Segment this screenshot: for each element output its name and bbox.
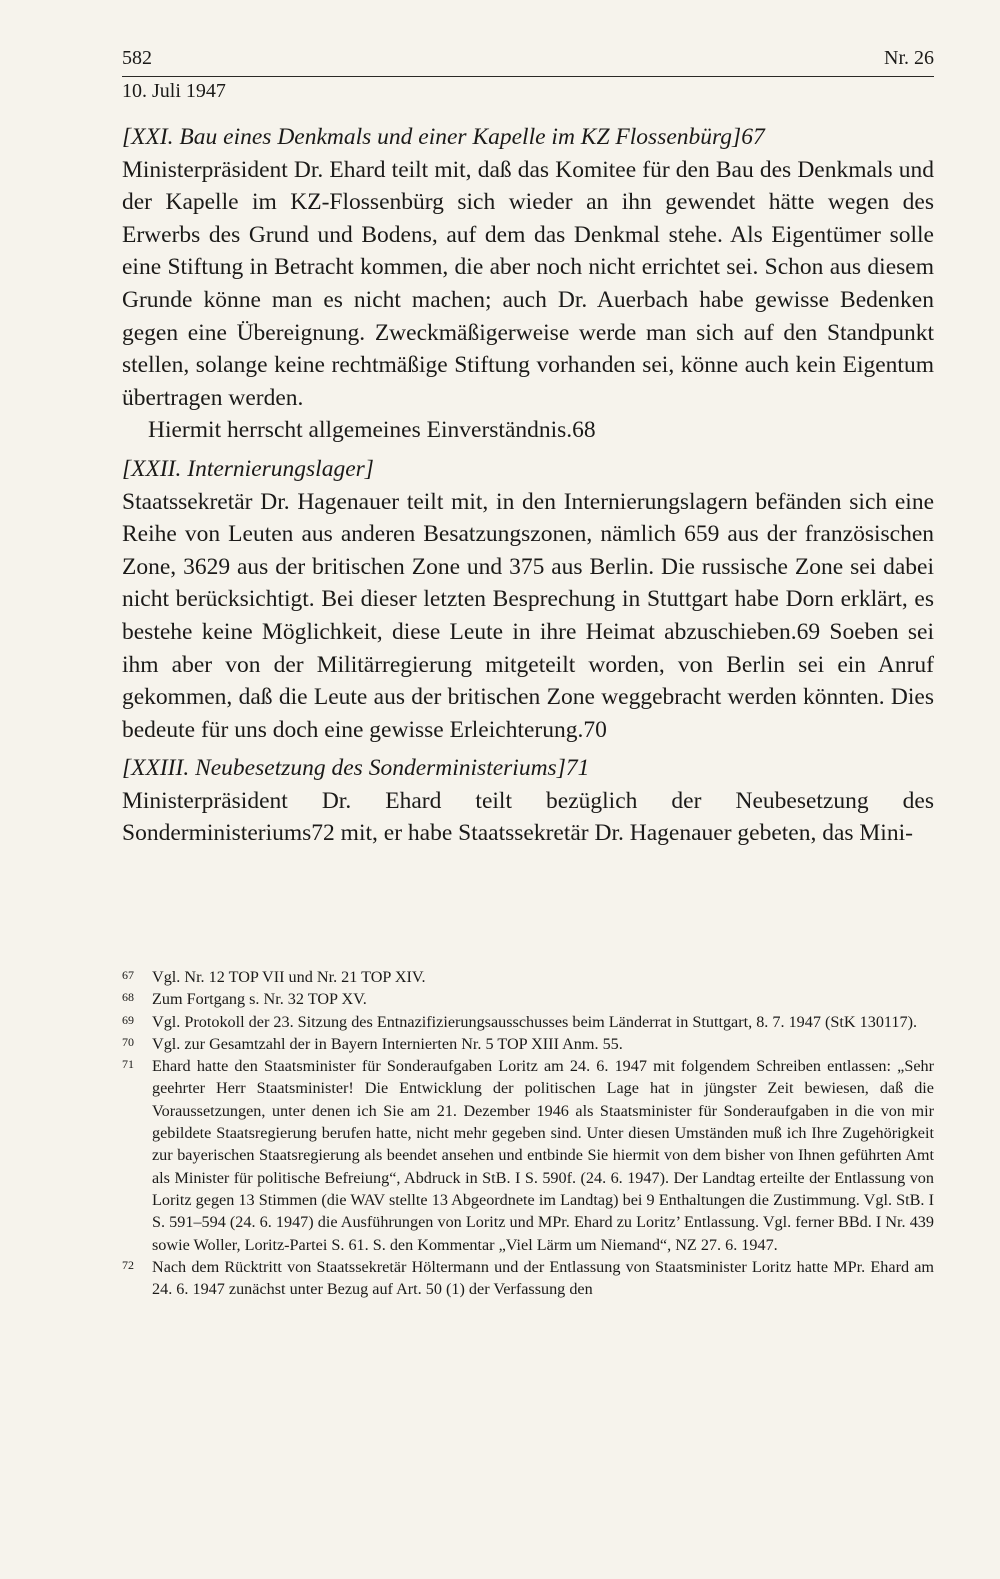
footnote-text: Ehard hatte den Staatsminister für Sonderaufgaben Loritz am 24. 6. 1947 mit folgendem Schreiben entlassen: „Sehr geehrter Herr Staatsminister! Die Entwicklung der politischen Lage hat in jüngster Zeit bewiesen, daß die Voraussetzungen, unter denen ich Sie am 21. Dezember 1946 als Staatsminister für Sonderaufgaben in die von mir gebildete Staatsregierung berufen hatte, nicht mehr gegeben sind. Unter diesen Umständen muß ich Ihre Zugehörigkeit zur bayerischen Staatsregierung als beendet ansehen und entbinde Sie hiermit von dem bisher von Ihnen geführten Amt als Minister für politische Befreiung“, Abdruck in StB. I S. 590f. (24. 6. 1947). Der Landtag erteilte der Entlassung von Loritz gegen 13 Stimmen (die WAV stellte 13 Abgeordnete im Landtag) bei 9 Enthaltungen die Zustimmung. Vgl. StB. I S. 591–594 (24. 6. 1947) die Ausführungen von Loritz und MPr. Ehard zu Loritz’ Entlassung. Vgl. ferner BBd. I Nr. 439 sowie Woller, Loritz-Partei S. 61. S. den Kommentar „Viel Lärm um Niemand“, NZ 27. 6. 1947. bbox=[152, 1057, 934, 1254]
footnotes bbox=[122, 966, 934, 1300]
section-heading: [XXI. Bau eines Denkmals und einer Kapelle im KZ Flossenbürg]67 bbox=[122, 124, 765, 150]
footnote bbox=[122, 1033, 934, 1055]
section-heading: [XXII. Internierungslager] bbox=[122, 455, 374, 482]
footnote-text: Vgl. Protokoll der 23. Sitzung des Entnazifizierungsausschusses beim Länderrat in Stuttgart, 8. 7. 1947 (StK 130117). bbox=[152, 1012, 918, 1031]
paragraph: Hiermit herrscht allgemeines Einverständnis.68 bbox=[148, 417, 596, 444]
page bbox=[122, 44, 934, 850]
footnote-text: Vgl. Nr. 12 TOP VII und Nr. 21 TOP XIV. bbox=[152, 968, 426, 986]
footnote-text: Nach dem Rücktritt von Staatssekretär Höltermann und der Entlassung von Staatsminister Loritz hatte MPr. Ehard am 24. 6. 1947 zunächst unter Bezug auf Art. 50 (1) der Verfassung den bbox=[152, 1257, 934, 1299]
doc-number: Nr. 26 bbox=[884, 47, 934, 69]
running-header bbox=[122, 44, 934, 105]
paragraph: Staatssekretär Dr. Hagenauer teilt mit, in den Internierungslagern befänden sich eine Reihe von Leuten aus anderen Besatzungszonen, nämlich 659 aus der französischen Zone, 3629 aus der britischen Zone und 375 aus Berlin. Die russische Zone sei dabei nicht berücksichtigt. Bei dieser letzten Besprechung in Stuttgart habe Dorn erklärt, es bestehe keine Möglichkeit, diese Leute in ihre Heimat abzuschieben.69 Soeben sei ihm aber von der Militärregierung mitgeteilt worden, von Berlin sei ein Anruf gekommen, daß die Leute aus der britischen Zone weggebracht werden könnten. Dies bedeute für uns doch eine gewisse Erleichterung.70 bbox=[122, 488, 934, 743]
footnote-number: 68 bbox=[122, 990, 134, 1005]
footnote bbox=[122, 1256, 934, 1301]
footnote-number: 72 bbox=[122, 1257, 134, 1272]
footnote-text: Zum Fortgang s. Nr. 32 TOP XV. bbox=[152, 990, 367, 1009]
main-text bbox=[122, 121, 934, 850]
section-heading: [XXIII. Neubesetzung des Sonderministeriums]71 bbox=[122, 755, 590, 782]
footnote-text: Vgl. zur Gesamtzahl der in Bayern Internierten Nr. 5 TOP XIII Anm. 55. bbox=[152, 1034, 623, 1053]
footnote bbox=[122, 1011, 934, 1033]
footnote-number: 71 bbox=[122, 1057, 134, 1072]
footnote-number: 69 bbox=[122, 1012, 134, 1027]
paragraph: Ministerpräsident Dr. Ehard teilt mit, daß das Komitee für den Bau des Denkmals und der Kapelle im KZ-Flossenbürg sich wieder an ihn gewendet hätte wegen des Erwerbs des Grund und Bodens, auf dem das Denkmal stehe. Als Eigentümer solle eine Stiftung in Betracht kommen, die aber noch nicht errichtet sei. Schon aus diesem Grunde könne man es nicht machen; auch Dr. Auerbach habe gewisse Bedenken gegen eine Übereignung. Zweckmäßigerweise werde man sich auf den Standpunkt stellen, solange keine rechtmäßige Stiftung vorhanden sei, könne auch kein Eigentum übertragen werden. bbox=[122, 156, 934, 411]
header-date: 10. Juli 1947 bbox=[122, 80, 226, 102]
paragraph: Ministerpräsident Dr. Ehard teilt bezüglich der Neubesetzung des Sonderministeriums72 mit, er habe Staatssekretär Dr. Hagenauer gebeten, das Mini- bbox=[122, 787, 934, 847]
footnote bbox=[122, 988, 934, 1010]
footnote bbox=[122, 966, 934, 988]
footnote-number: 70 bbox=[122, 1034, 134, 1049]
page-number: 582 bbox=[122, 47, 152, 69]
footnote bbox=[122, 1055, 934, 1256]
footnote-number: 67 bbox=[122, 968, 134, 982]
